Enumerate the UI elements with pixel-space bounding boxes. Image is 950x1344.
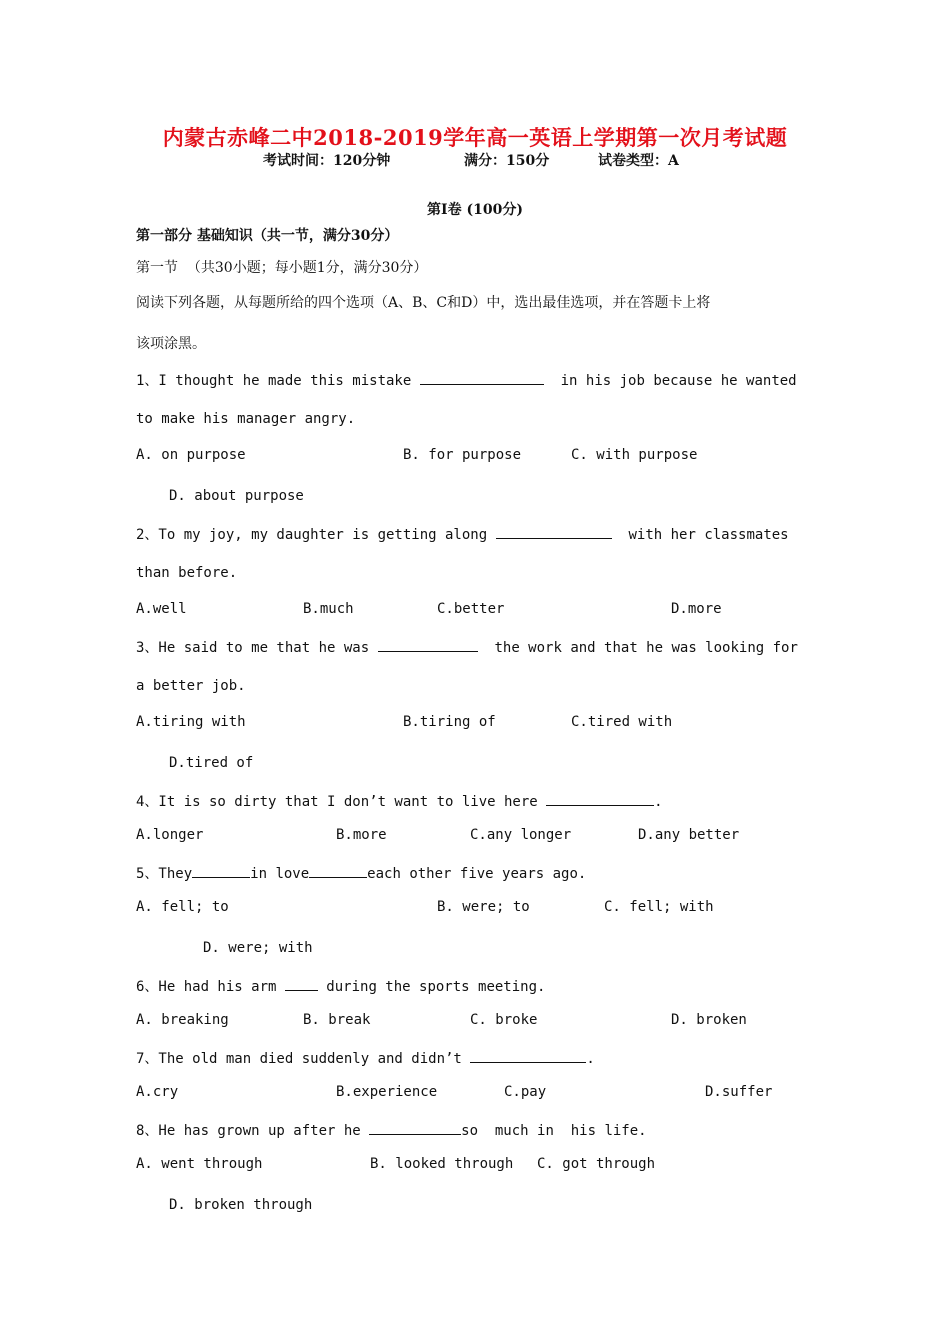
option-a: A. went through [136,1156,263,1172]
question-1-stem-cont: to make his manager angry. [136,411,356,427]
option-a: A. breaking [136,1012,229,1028]
question-5-stem: 5、They in love each other five years ago. [136,863,586,883]
option-b: B. break [303,1012,371,1028]
option-d: D.tired of [169,755,254,771]
answer-blank [192,863,250,878]
question-2-stem-cont: than before. [136,565,238,581]
option-d: D.more [671,601,722,617]
answer-blank [420,370,544,385]
question-8-stem: 8、He has grown up after he so much in his life. [136,1120,647,1140]
option-b: B.experience [336,1084,438,1100]
option-b: B. were; to [437,899,530,915]
option-d: D.suffer [705,1084,773,1100]
option-a: A. fell; to [136,899,229,915]
option-c: C.any longer [470,827,572,843]
option-c: C.better [437,601,505,617]
question-1-stem: 1、I thought he made this mistake in his job because he wanted [136,370,797,390]
volume-heading: 第I卷 (100分) [427,202,523,218]
instruction-line-1: 阅读下列各题，从每题所给的四个选项（A、B、C和D）中，选出最佳选项，并在答题卡上将 [136,295,711,311]
option-a: A.longer [136,827,204,843]
option-b: B.more [336,827,387,843]
question-7-stem: 7、The old man died suddenly and didn’t . [136,1048,595,1068]
paper-type: 试卷类型：A [598,153,679,169]
option-b: B.tiring of [403,714,496,730]
full-score: 满分：150分 [464,153,550,169]
option-a: A.cry [136,1084,179,1100]
answer-blank [470,1048,586,1063]
answer-blank [285,976,318,991]
question-3-stem-cont: a better job. [136,678,246,694]
question-2-stem: 2、To my joy, my daughter is getting along with her classmates [136,524,789,544]
instruction-line-2: 该项涂黑。 [136,336,206,352]
option-a: A.tiring with [136,714,246,730]
section-heading: 第一节 （共30小题；每小题1分，满分30分） [136,260,428,276]
option-d: D. were; with [203,940,313,956]
option-b: B. for purpose [403,447,522,463]
option-c: C.tired with [571,714,673,730]
answer-blank [378,637,478,652]
option-b: B.much [303,601,354,617]
answer-blank [369,1120,461,1135]
question-6-stem: 6、He had his arm during the sports meeting. [136,976,545,996]
option-b: B. looked through [370,1156,514,1172]
answer-blank [309,863,367,878]
option-c: C. broke [470,1012,538,1028]
question-3-stem: 3、He said to me that he was the work and that he was looking for [136,637,798,657]
answer-blank [546,791,654,806]
option-d: D. broken [671,1012,747,1028]
exam-title: 内蒙古赤峰二中2018-2019学年高一英语上学期第一次月考试题 [162,125,788,150]
option-d: D. broken through [169,1197,313,1213]
part-heading: 第一部分 基础知识（共一节，满分30分） [136,228,399,244]
exam-time: 考试时间：120分钟 [263,153,391,169]
option-c: C. with purpose [571,447,698,463]
option-a: A.well [136,601,187,617]
option-d: D. about purpose [169,488,304,504]
question-4-stem: 4、It is so dirty that I don’t want to live here . [136,791,663,811]
answer-blank [496,524,612,539]
option-c: C. got through [537,1156,656,1172]
option-d: D.any better [638,827,740,843]
option-a: A. on purpose [136,447,246,463]
option-c: C. fell; with [604,899,714,915]
option-c: C.pay [504,1084,547,1100]
